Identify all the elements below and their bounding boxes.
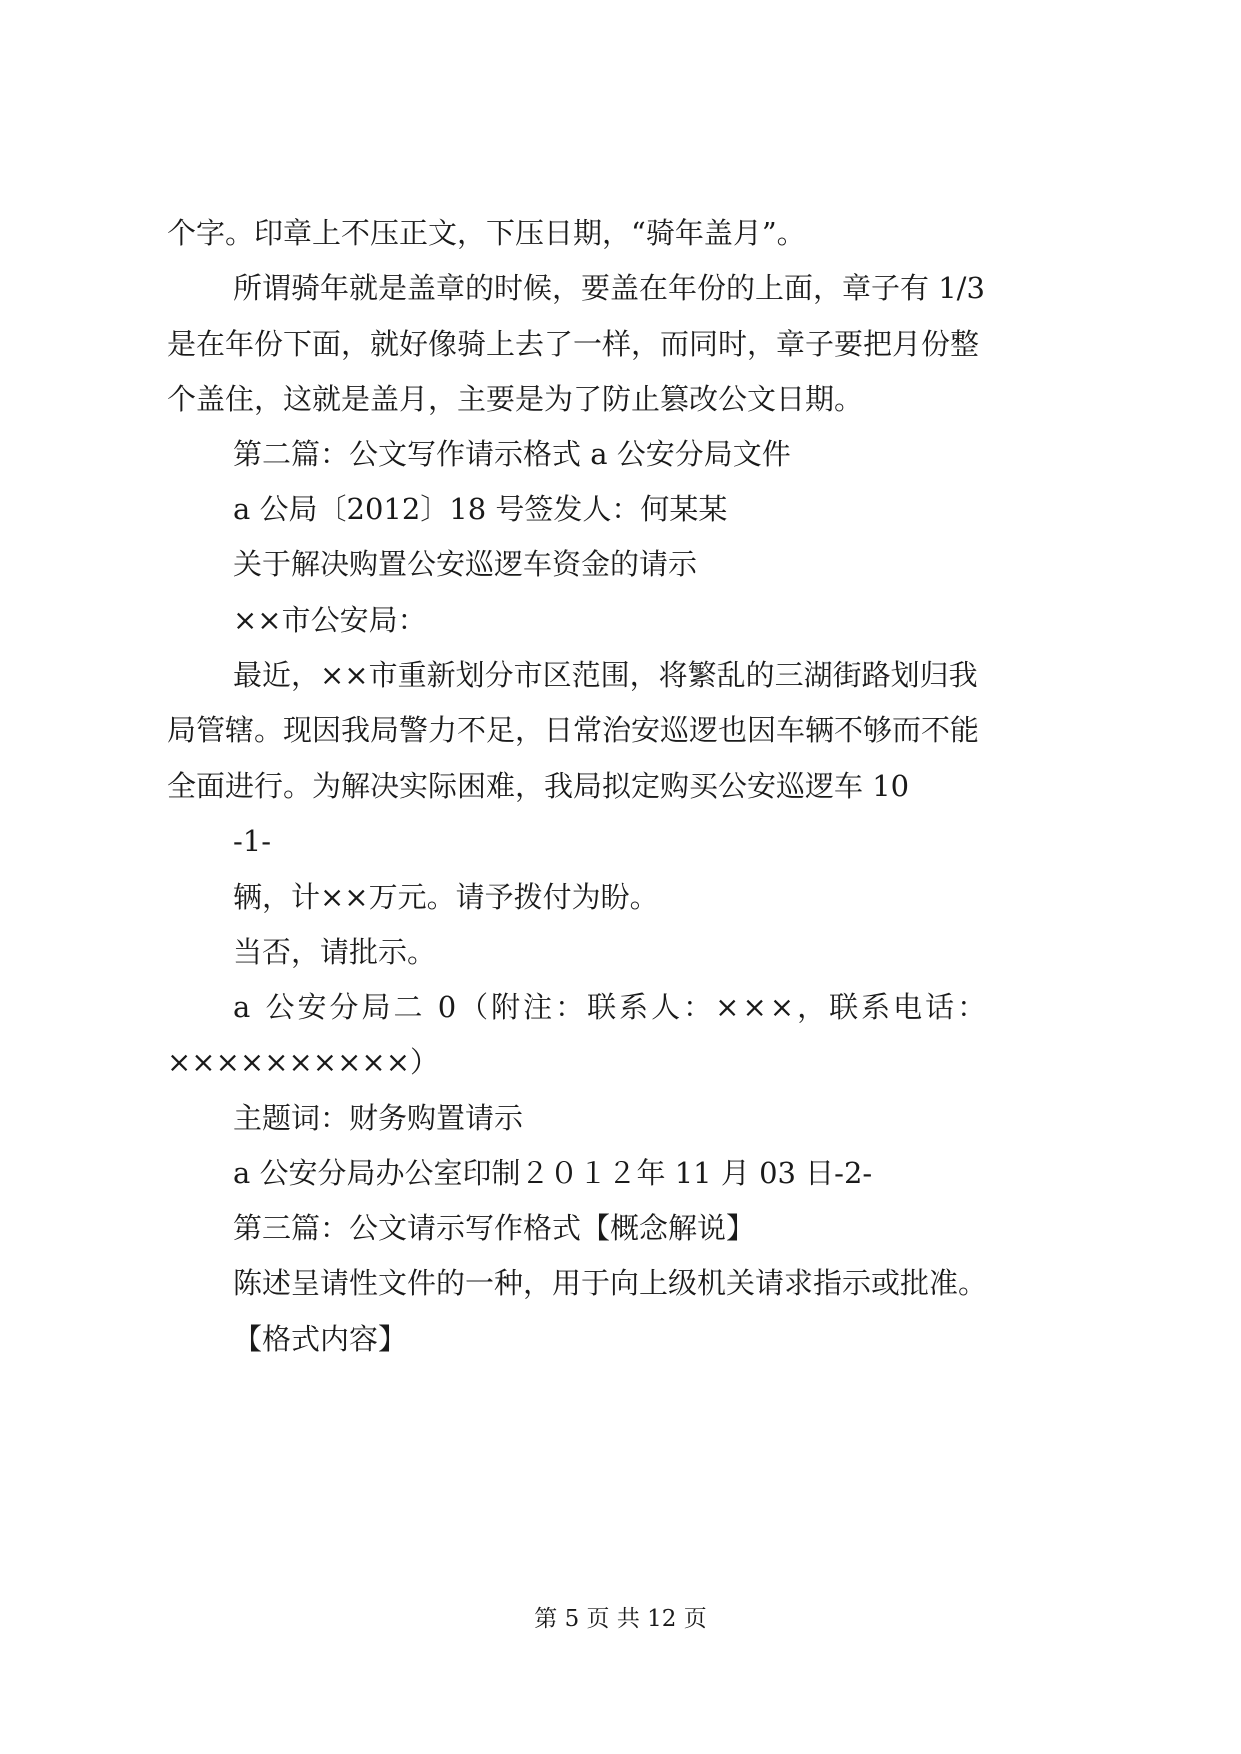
paragraph-line-13: 辆，计××万元。请予拨付为盼。	[233, 880, 659, 914]
format-content-heading: 【格式内容】	[233, 1322, 408, 1356]
print-info: a 公安分局办公室印制２０１２年 11 月 03 日-2-	[233, 1156, 873, 1190]
section-heading-3: 第三篇：公文请示写作格式【概念解说】	[233, 1211, 756, 1245]
sender-and-contact: a 公安分局二 0（附注：联系人：×××，联系电话：	[233, 990, 990, 1024]
closing-request: 当否，请批示。	[233, 935, 437, 969]
paragraph-line-3: 是在年份下面，就好像骑上去了一样，而同时，章子要把月份整	[167, 327, 980, 361]
concept-explanation: 陈述呈请性文件的一种，用于向上级机关请求指示或批准。	[233, 1266, 988, 1300]
subject-terms: 主题词：财务购置请示	[233, 1101, 524, 1135]
recipient-line: ××市公安局：	[233, 603, 427, 637]
paragraph-line-4: 个盖住，这就是盖月，主要是为了防止篡改公文日期。	[167, 382, 864, 416]
document-number: a 公局〔2012〕18 号签发人：何某某	[233, 492, 728, 526]
inner-page-number-1: -1-	[233, 824, 272, 858]
section-heading-2: 第二篇：公文写作请示格式 a 公安分局文件	[233, 437, 791, 471]
page-footer: 第 5 页 共 12 页	[534, 1606, 707, 1632]
paragraph-line-1: 个字。印章上不压正文，下压日期，“骑年盖月”。	[167, 216, 806, 250]
paragraph-line-2: 所谓骑年就是盖章的时候，要盖在年份的上面，章子有 1/3	[233, 271, 985, 305]
paragraph-line-11: 全面进行。为解决实际困难，我局拟定购买公安巡逻车 10	[167, 769, 910, 803]
paragraph-line-10: 局管辖。现因我局警力不足，日常治安巡逻也因车辆不够而不能	[167, 713, 980, 747]
paragraph-line-9: 最近，××市重新划分市区范围，将繁乱的三湖街路划归我	[233, 658, 978, 692]
contact-phone: ××××××××××）	[167, 1045, 439, 1079]
request-title: 关于解决购置公安巡逻车资金的请示	[233, 547, 698, 581]
